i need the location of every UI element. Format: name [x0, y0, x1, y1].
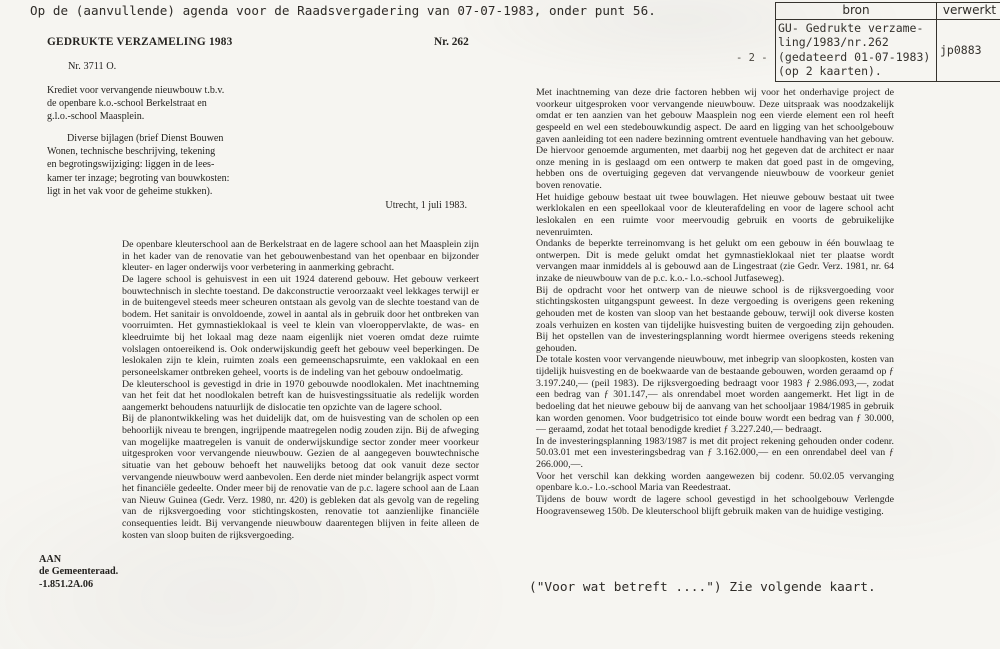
addressee-block: [39, 554, 118, 591]
closing-note: ("Voor wat betreft ....") Zie volgende kaart.: [529, 580, 876, 595]
attachments-line: en begrotingswijziging: liggen in de lees-: [47, 159, 215, 171]
bron-column-header: bron: [776, 3, 937, 19]
subject-block: [47, 84, 327, 124]
attachments-note: [47, 132, 347, 198]
body-paragraph: Tijdens de bouw wordt de lagere school gevestigd in het schoolgebouw Verlengde Hoogravenseweg 150b. De kleuterschool blijft gebruik maken van de huidige vestiging.: [536, 493, 894, 517]
body-paragraph: Met inachtneming van deze drie factoren hebben wij voor het onderhavige project de voorkeur uitgesproken voor vervangende nieuwbouw. Deze uitspraak was noodzakelijk omdat er ten aanzien van het gebouw Maasplein nog een vierde element een rol heeft gespeeld en wel een stedebouwkundig aspect. De aard en ligging van het schoolgebouw gaven aanleiding tot een nadere bezinning omtrent eventuele handhaving van het gebouw. De hiervoor genoemde argumenten, met daarbij nog het gegeven dat de architect er naar onze mening in is geslaagd om een ontwerp te maken dat goed past in de omgeving, hebben ons de overtuiging gegeven dat vervangende nieuwbouw de voorkeur geniet boven renovatie.: [536, 87, 894, 191]
body-paragraph: De openbare kleuterschool aan de Berkelstraat en de lagere school aan het Maasplein zijn in het kader van de renovatie van het gebouwenbestand van het openbaar en bijzonder kleuter- en lager onderwijs voor verbetering in aanmerking gebracht.: [122, 239, 479, 274]
addressee-line: AAN: [39, 554, 62, 565]
bron-line: ling/1983/nr.262: [778, 35, 889, 49]
agenda-line: Op de (aanvullende) agenda voor de Raadsvergadering van 07-07-1983, onder punt 56.: [30, 3, 656, 18]
right-body-column: [536, 87, 894, 517]
attachments-line: Wonen, technische beschrijving, tekening: [47, 146, 216, 158]
source-stamp-table: [775, 2, 1000, 82]
body-paragraph: Ondanks de beperkte terreinomvang is het gelukt om een gebouw in één bouwlaag te ontwerpen. Dit is mede gelukt omdat het gymnastieklokaal niet ter plaatse wordt vervangen maar inmiddels al is gebouwd aan de Lingestraat (zie Gedr. Verz. 1981, nr. 64 inzake de nieuwbouw van de p.c. k.o.- l.o.-school Jutfaseweg).: [536, 238, 894, 284]
addressee-line: de Gemeenteraad.: [39, 566, 119, 578]
collection-title: GEDRUKTE VERZAMELING 1983: [47, 36, 233, 48]
body-paragraph: Voor het verschil kan dekking worden aangewezen bij codenr. 50.02.05 vervanging openbare k.o.- l.o.-school Maria van Reedestraat.: [536, 470, 894, 494]
addressee-line: -1.851.2A.06: [39, 578, 94, 590]
dateline: Utrecht, 1 juli 1983.: [385, 200, 467, 211]
subject-line: Krediet voor vervangende nieuwbouw t.b.v.: [47, 85, 225, 96]
verwerkt-cell: jp0883: [940, 42, 982, 57]
collection-number: Nr. 262: [434, 36, 469, 48]
body-paragraph: Het huidige gebouw bestaat uit twee bouwlagen. Het nieuwe gebouw bestaat uit twee werklokalen en een speellokaal voor de kleuterafdeling en voor de lagere school acht leslokalen en een ruimte voor meervoudig gebruik en voorts de gebruikelijke nevenruimten.: [536, 191, 894, 238]
body-paragraph: Bij de planontwikkeling was het duidelijk dat, om de huisvesting van de scholen op een behoorlijk niveau te brengen, ingrijpende maatregelen nodig zouden zijn. Bij de afweging van mogelijke maatregelen is vanuit de onderwijskundige sector zonder meer voorkeur uitgesproken voor vervangende nieuwbouw. Gezien de al aangegeven bouwtechnische situatie van het gebouw behoeft het nauwelijks betoog dat ook vanuit deze sector vervangende nieuwbouw werd aanbevolen. Een derde niet minder belangrijk aspect vormt het financiële gedeelte. Onder meer bij de renovatie van de p.c. lagere school aan de Laan van Nieuw Guinea (Gedr. Verz. 1980, nr. 420) is gebleken dat als gevolg van de regeling van de rijksvergoeding voor stichtingskosten, renovatie tot aanzienlijke financiële consequenties leidt. Bij vervangende nieuwbouw daarentegen blijven in feite alleen de kosten van sloop buiten de rijksvergoeding.: [122, 413, 479, 541]
body-paragraph: De kleuterschool is gevestigd in drie in 1970 gebouwde noodlokalen. Met inachtneming van het feit dat het noodlokalen betreft kan de huisvestingssituatie als redelijk worden aangemerkt behoudens natuurlijk de dislocatie ten opzichte van de lagere school.: [122, 378, 479, 413]
body-paragraph: In de investeringsplanning 1983/1987 is met dit project rekening gehouden onder codenr. 50.03.01 met een investeringsbedrag van ƒ 3.162.000,— en een onrendabel deel van ƒ 266.000,—.: [536, 435, 894, 470]
bron-line: GU- Gedrukte verzame-: [778, 20, 924, 35]
attachments-line: Diverse bijlagen (brief Dienst Bouwen: [67, 133, 224, 144]
page-number: - 2 -: [736, 52, 768, 64]
attachments-line: kamer ter inzage; begroting van bouwkosten:: [47, 172, 230, 184]
subject-line: g.l.o.-school Maasplein.: [47, 111, 145, 123]
body-paragraph: Bij de opdracht voor het ontwerp van de nieuwe school is de rijksvergoeding voor stichtingskosten uitgangspunt geweest. In deze vergoeding is overigens geen rekening gehouden met de kosten van sloop van het bestaande gebouw, terwijl ook diverse kosten zoals verhuizen en kosten van tijdelijke huisvesting buiten de vergoeding zijn gehouden. Bij het opstellen van de investeringsplanning wordt hiermee overigens steeds rekening gehouden.: [536, 284, 894, 354]
stamp-table-header-row: [776, 3, 1000, 20]
bron-line: (gedateerd 01-07-1983): [778, 49, 931, 64]
subject-line: de openbare k.o.-school Berkelstraat en: [47, 98, 207, 110]
body-paragraph: De lagere school is gehuisvest in een uit 1924 daterend gebouw. Het gebouw verkeert bouwtechnisch in slechte toestand. De dakconstructie veroorzaakt veel lekkages terwijl er in de buitengevel steeds meer scheuren ontstaan als gevolg van de slechte toestand van de bodem. Het sanitair is onvoldoende, zowel in aantal als in gebruik door het ontbreken van voorruimten. Het gymnastieklokaal is veel te klein van vloeroppervlakte, de was- en kleedruimte bij het lokaal mag deze naam eigenlijk niet voeren omdat deze ruimte volslagen ontoereikend is. Ook onderwijskundig geeft het gebouw veel beperkingen. De leslokalen zijn te klein, ruimten zoals een gemeenschapsruimte, een vaklokaal en een personeelskamer ontbreken geheel, voorts is de indeling van het gebouw ondoelmatig.: [122, 273, 479, 378]
bron-line: (op 2 kaarten).: [778, 64, 882, 78]
bron-cell: [776, 20, 937, 81]
stamp-table-body-row: [776, 20, 1000, 81]
left-body-column: [122, 239, 479, 541]
verwerkt-column-header: verwerkt: [942, 3, 997, 17]
document-number: Nr. 3711 O.: [68, 61, 117, 72]
attachments-line: ligt in het vak voor de geheime stukken).: [47, 185, 213, 197]
body-paragraph: De totale kosten voor vervangende nieuwbouw, met inbegrip van sloopkosten, kosten van tijdelijk huisvesting en de boekwaarde van de bestaande gebouwen, worden geraamd op ƒ 3.197.240,— (peil 1983). De rijksvergoeding bedraagt voor 1983 ƒ 2.986.093,—, zodat een bedrag van ƒ 301.147,— als onrendabel moet worden aangemerkt. Het ligt in de bedoeling dat het nieuwe gebouw bij de aanvang van het schooljaar 1984/1985 in gebruik kan worden genomen. Voor budgetrisico tot einde bouw wordt een bedrag van ƒ 30.000,— geraamd, zodat het totaal benodigde krediet ƒ 3.227.240,— bedraagt.: [536, 354, 894, 436]
